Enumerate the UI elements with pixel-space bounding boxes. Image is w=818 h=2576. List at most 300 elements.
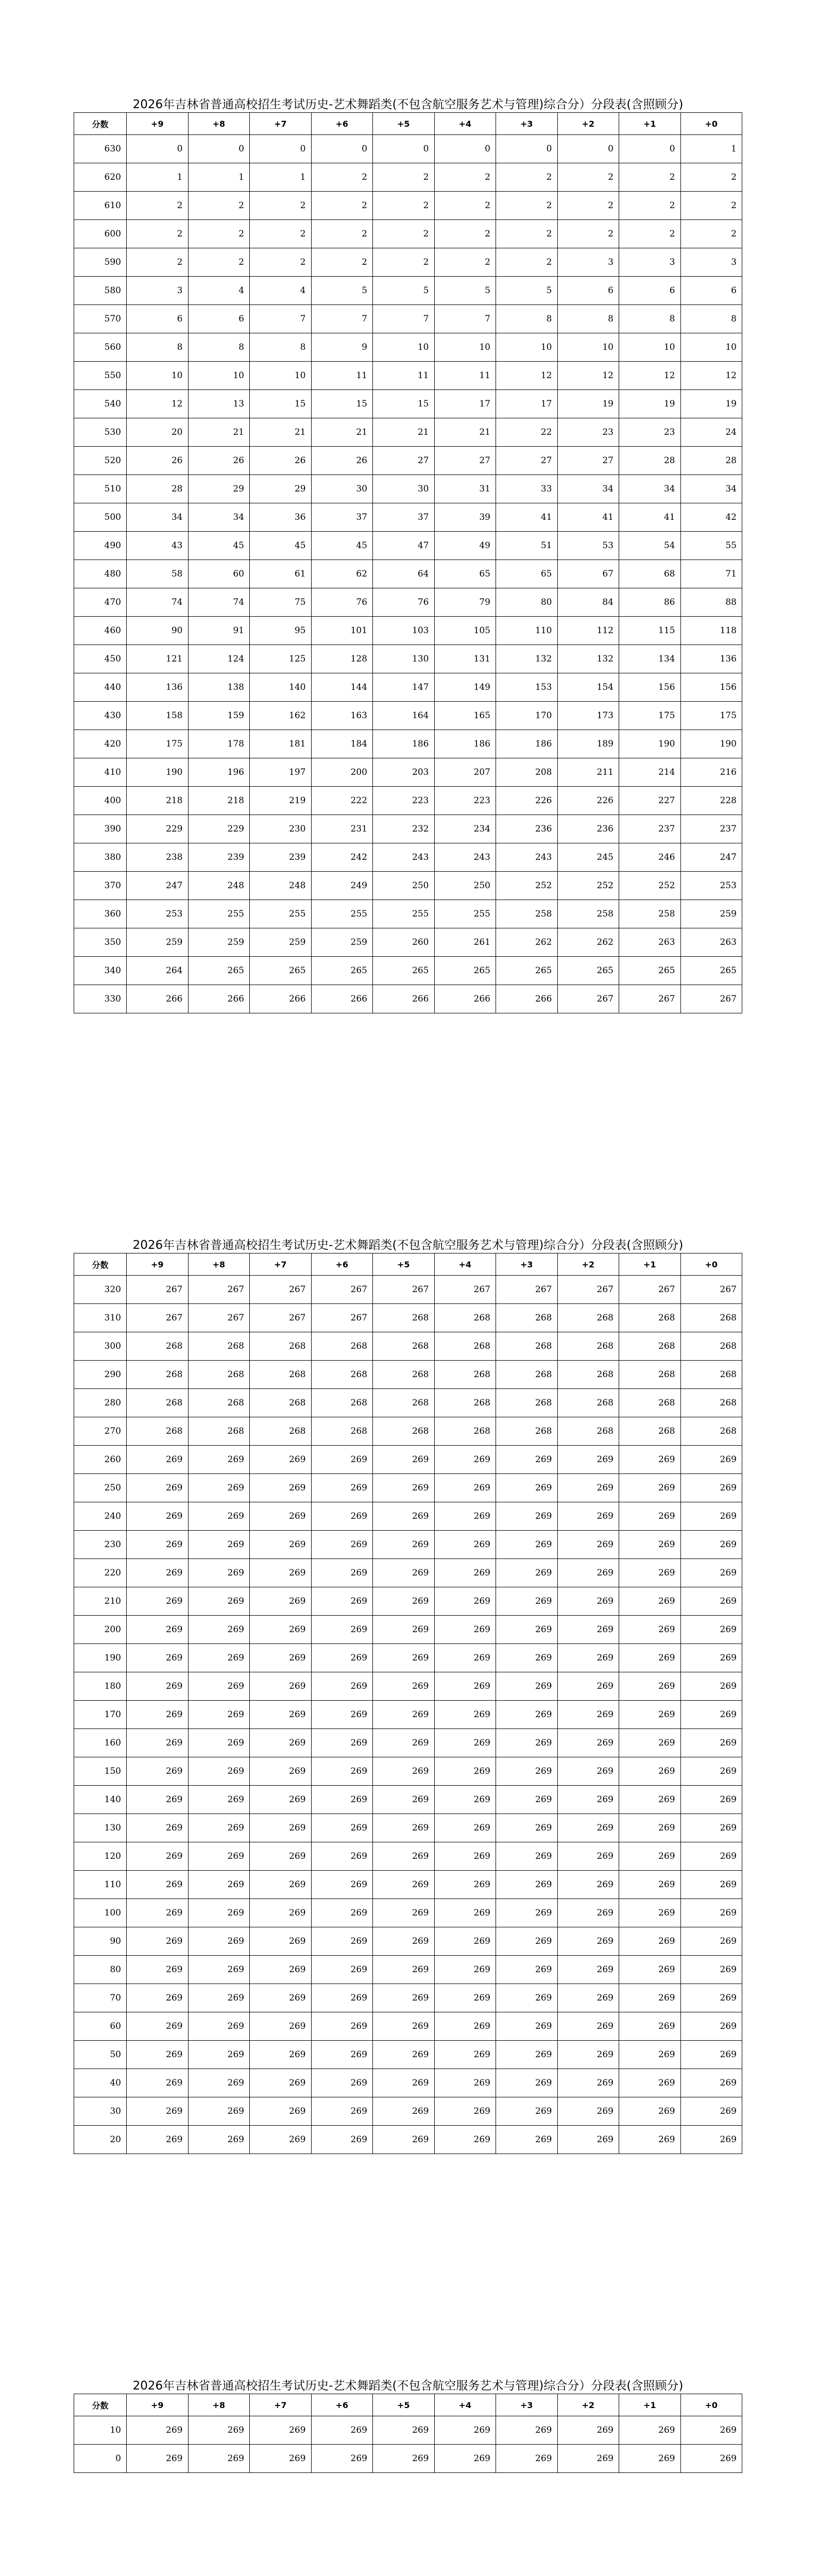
count-cell: 2 — [680, 192, 742, 220]
count-cell: 269 — [311, 2126, 373, 2154]
count-cell: 15 — [373, 390, 435, 418]
column-header-bonus: +9 — [127, 1253, 189, 1276]
count-cell: 121 — [127, 645, 189, 673]
count-cell: 140 — [250, 673, 312, 702]
count-cell: 253 — [127, 900, 189, 928]
count-cell: 269 — [557, 1587, 619, 1616]
count-cell: 5 — [311, 277, 373, 305]
count-cell: 269 — [188, 1644, 250, 1672]
table-row — [74, 702, 742, 730]
count-cell: 6 — [127, 305, 189, 333]
count-cell: 28 — [619, 447, 681, 475]
count-cell: 268 — [496, 1332, 558, 1361]
table-row — [74, 1729, 742, 1757]
count-cell: 269 — [188, 1786, 250, 1814]
count-cell: 7 — [250, 305, 312, 333]
count-cell: 19 — [619, 390, 681, 418]
count-cell: 269 — [250, 2126, 312, 2154]
count-cell: 269 — [557, 2416, 619, 2445]
count-cell: 268 — [311, 1332, 373, 1361]
count-cell: 10 — [619, 333, 681, 362]
count-cell: 268 — [373, 1389, 435, 1417]
count-cell: 34 — [557, 475, 619, 503]
table-row — [74, 1644, 742, 1672]
count-cell: 134 — [619, 645, 681, 673]
count-cell: 164 — [373, 702, 435, 730]
table-row — [74, 532, 742, 560]
table-row — [74, 645, 742, 673]
column-header-bonus: +1 — [619, 113, 681, 135]
count-cell: 4 — [188, 277, 250, 305]
count-cell: 267 — [619, 1276, 681, 1304]
count-cell: 255 — [311, 900, 373, 928]
table-row — [74, 1304, 742, 1332]
count-cell: 267 — [311, 1276, 373, 1304]
table-row — [74, 758, 742, 787]
count-cell: 10 — [680, 333, 742, 362]
score-cell: 530 — [74, 418, 127, 447]
count-cell: 17 — [496, 390, 558, 418]
column-header-bonus: +0 — [680, 113, 742, 135]
table-row — [74, 1587, 742, 1616]
count-cell: 2 — [434, 220, 496, 248]
count-cell: 60 — [188, 560, 250, 588]
count-cell: 268 — [434, 1332, 496, 1361]
count-cell: 10 — [434, 333, 496, 362]
count-cell: 238 — [127, 843, 189, 872]
count-cell: 269 — [373, 1559, 435, 1587]
count-cell: 218 — [188, 787, 250, 815]
count-cell: 269 — [311, 1502, 373, 1531]
count-cell: 269 — [557, 1927, 619, 1956]
count-cell: 24 — [680, 418, 742, 447]
column-header-bonus: +8 — [188, 1253, 250, 1276]
table-row — [74, 560, 742, 588]
count-cell: 269 — [619, 2041, 681, 2069]
count-cell: 245 — [557, 843, 619, 872]
table-row — [74, 787, 742, 815]
count-cell: 2 — [680, 220, 742, 248]
score-cell: 540 — [74, 390, 127, 418]
score-cell: 500 — [74, 503, 127, 532]
count-cell: 268 — [619, 1332, 681, 1361]
count-cell: 269 — [557, 1956, 619, 1984]
count-cell: 268 — [188, 1417, 250, 1446]
count-cell: 26 — [311, 447, 373, 475]
table-row — [74, 1984, 742, 2012]
count-cell: 200 — [311, 758, 373, 787]
count-cell: 28 — [127, 475, 189, 503]
table-row — [74, 503, 742, 532]
count-cell: 158 — [127, 702, 189, 730]
score-cell: 590 — [74, 248, 127, 277]
score-cell: 60 — [74, 2012, 127, 2041]
count-cell: 267 — [250, 1304, 312, 1332]
count-cell: 26 — [127, 447, 189, 475]
count-cell: 269 — [680, 2041, 742, 2069]
score-cell: 610 — [74, 192, 127, 220]
count-cell: 269 — [188, 1616, 250, 1644]
count-cell: 269 — [496, 1701, 558, 1729]
count-cell: 222 — [311, 787, 373, 815]
count-cell: 80 — [496, 588, 558, 617]
count-cell: 269 — [496, 1786, 558, 1814]
count-cell: 84 — [557, 588, 619, 617]
count-cell: 269 — [496, 1871, 558, 1899]
count-cell: 49 — [434, 532, 496, 560]
score-cell: 170 — [74, 1701, 127, 1729]
count-cell: 269 — [373, 1729, 435, 1757]
count-cell: 268 — [188, 1361, 250, 1389]
count-cell: 228 — [680, 787, 742, 815]
count-cell: 10 — [557, 333, 619, 362]
count-cell: 269 — [127, 2012, 189, 2041]
column-header-bonus: +6 — [311, 113, 373, 135]
count-cell: 268 — [680, 1304, 742, 1332]
count-cell: 269 — [557, 2097, 619, 2126]
count-cell: 269 — [619, 1616, 681, 1644]
count-cell: 269 — [434, 1956, 496, 1984]
count-cell: 243 — [373, 843, 435, 872]
count-cell: 20 — [127, 418, 189, 447]
count-cell: 269 — [496, 1899, 558, 1927]
score-cell: 570 — [74, 305, 127, 333]
count-cell: 269 — [311, 1757, 373, 1786]
count-cell: 269 — [311, 2012, 373, 2041]
count-cell: 269 — [496, 1842, 558, 1871]
score-cell: 150 — [74, 1757, 127, 1786]
count-cell: 19 — [557, 390, 619, 418]
count-cell: 268 — [373, 1332, 435, 1361]
count-cell: 269 — [434, 1502, 496, 1531]
count-cell: 269 — [250, 1474, 312, 1502]
count-cell: 0 — [557, 135, 619, 163]
count-cell: 269 — [373, 2445, 435, 2473]
column-header-bonus: +9 — [127, 113, 189, 135]
score-cell: 430 — [74, 702, 127, 730]
count-cell: 269 — [250, 1644, 312, 1672]
count-cell: 269 — [619, 1559, 681, 1587]
count-cell: 269 — [434, 2416, 496, 2445]
count-cell: 269 — [188, 1842, 250, 1871]
table-row — [74, 1531, 742, 1559]
count-cell: 178 — [188, 730, 250, 758]
count-cell: 115 — [619, 617, 681, 645]
count-cell: 0 — [496, 135, 558, 163]
count-cell: 269 — [680, 1587, 742, 1616]
table-row — [74, 1871, 742, 1899]
score-cell: 260 — [74, 1446, 127, 1474]
count-cell: 269 — [127, 1814, 189, 1842]
count-cell: 47 — [373, 532, 435, 560]
column-header-bonus: +5 — [373, 1253, 435, 1276]
count-cell: 269 — [434, 1814, 496, 1842]
count-cell: 269 — [496, 1474, 558, 1502]
count-cell: 269 — [373, 2126, 435, 2154]
count-cell: 265 — [619, 957, 681, 985]
count-cell: 265 — [311, 957, 373, 985]
count-cell: 147 — [373, 673, 435, 702]
count-cell: 269 — [680, 1786, 742, 1814]
count-cell: 269 — [373, 1644, 435, 1672]
score-table — [74, 112, 742, 1013]
count-cell: 54 — [619, 532, 681, 560]
count-cell: 266 — [188, 985, 250, 1013]
count-cell: 269 — [250, 1814, 312, 1842]
count-cell: 249 — [311, 872, 373, 900]
count-cell: 258 — [619, 900, 681, 928]
count-cell: 103 — [373, 617, 435, 645]
count-cell: 269 — [127, 1927, 189, 1956]
count-cell: 0 — [373, 135, 435, 163]
table-row — [74, 1956, 742, 1984]
count-cell: 2 — [557, 220, 619, 248]
count-cell: 269 — [188, 2126, 250, 2154]
count-cell: 76 — [311, 588, 373, 617]
count-cell: 2 — [311, 192, 373, 220]
count-cell: 269 — [619, 1842, 681, 1871]
count-cell: 53 — [557, 532, 619, 560]
table-header-row — [74, 113, 742, 135]
count-cell: 130 — [373, 645, 435, 673]
count-cell: 268 — [434, 1417, 496, 1446]
count-cell: 269 — [434, 1757, 496, 1786]
count-cell: 2 — [557, 192, 619, 220]
count-cell: 258 — [496, 900, 558, 928]
column-header-bonus: +4 — [434, 113, 496, 135]
score-cell: 80 — [74, 1956, 127, 1984]
count-cell: 30 — [311, 475, 373, 503]
count-cell: 27 — [373, 447, 435, 475]
score-cell: 420 — [74, 730, 127, 758]
count-cell: 266 — [373, 985, 435, 1013]
count-cell: 268 — [680, 1361, 742, 1389]
count-cell: 269 — [557, 1446, 619, 1474]
score-cell: 440 — [74, 673, 127, 702]
count-cell: 265 — [680, 957, 742, 985]
count-cell: 3 — [127, 277, 189, 305]
score-cell: 520 — [74, 447, 127, 475]
count-cell: 269 — [188, 2097, 250, 2126]
count-cell: 258 — [557, 900, 619, 928]
count-cell: 12 — [127, 390, 189, 418]
count-cell: 269 — [373, 1757, 435, 1786]
count-cell: 8 — [496, 305, 558, 333]
count-cell: 269 — [434, 1729, 496, 1757]
count-cell: 2 — [250, 220, 312, 248]
count-cell: 267 — [557, 985, 619, 1013]
count-cell: 208 — [496, 758, 558, 787]
table-row — [74, 2012, 742, 2041]
count-cell: 11 — [373, 362, 435, 390]
count-cell: 34 — [127, 503, 189, 532]
count-cell: 2 — [496, 192, 558, 220]
count-cell: 269 — [250, 1927, 312, 1956]
count-cell: 269 — [188, 1559, 250, 1587]
count-cell: 2 — [619, 192, 681, 220]
count-cell: 19 — [680, 390, 742, 418]
count-cell: 2 — [557, 163, 619, 192]
score-cell: 300 — [74, 1332, 127, 1361]
count-cell: 255 — [188, 900, 250, 928]
count-cell: 269 — [619, 1644, 681, 1672]
count-cell: 268 — [496, 1304, 558, 1332]
count-cell: 268 — [250, 1361, 312, 1389]
table-row — [74, 333, 742, 362]
count-cell: 269 — [373, 1899, 435, 1927]
count-cell: 45 — [311, 532, 373, 560]
count-cell: 269 — [680, 2097, 742, 2126]
column-header-bonus: +1 — [619, 1253, 681, 1276]
count-cell: 269 — [680, 1956, 742, 1984]
count-cell: 269 — [434, 1672, 496, 1701]
count-cell: 269 — [250, 1559, 312, 1587]
count-cell: 175 — [680, 702, 742, 730]
count-cell: 64 — [373, 560, 435, 588]
count-cell: 269 — [496, 1559, 558, 1587]
score-cell: 240 — [74, 1502, 127, 1531]
count-cell: 268 — [188, 1332, 250, 1361]
count-cell: 267 — [188, 1276, 250, 1304]
count-cell: 268 — [434, 1389, 496, 1417]
count-cell: 269 — [127, 2416, 189, 2445]
count-cell: 159 — [188, 702, 250, 730]
count-cell: 269 — [619, 2069, 681, 2097]
count-cell: 2 — [496, 220, 558, 248]
score-cell: 620 — [74, 163, 127, 192]
count-cell: 190 — [680, 730, 742, 758]
count-cell: 269 — [434, 1984, 496, 2012]
table-row — [74, 1701, 742, 1729]
score-cell: 110 — [74, 1871, 127, 1899]
count-cell: 269 — [680, 1729, 742, 1757]
count-cell: 269 — [680, 1871, 742, 1899]
count-cell: 2 — [434, 163, 496, 192]
table-row — [74, 815, 742, 843]
score-cell: 370 — [74, 872, 127, 900]
count-cell: 269 — [496, 2097, 558, 2126]
count-cell: 154 — [557, 673, 619, 702]
count-cell: 184 — [311, 730, 373, 758]
table-row — [74, 872, 742, 900]
count-cell: 262 — [496, 928, 558, 957]
count-cell: 269 — [311, 2097, 373, 2126]
column-header-bonus: +9 — [127, 2394, 189, 2416]
count-cell: 269 — [127, 1786, 189, 1814]
count-cell: 269 — [680, 1616, 742, 1644]
count-cell: 9 — [311, 333, 373, 362]
count-cell: 34 — [619, 475, 681, 503]
score-cell: 0 — [74, 2445, 127, 2473]
count-cell: 8 — [619, 305, 681, 333]
column-header-score: 分数 — [74, 1253, 127, 1276]
count-cell: 269 — [311, 1871, 373, 1899]
count-cell: 269 — [619, 1587, 681, 1616]
count-cell: 6 — [619, 277, 681, 305]
count-cell: 86 — [619, 588, 681, 617]
count-cell: 269 — [373, 1531, 435, 1559]
count-cell: 269 — [619, 2445, 681, 2473]
count-cell: 29 — [250, 475, 312, 503]
count-cell: 269 — [619, 2012, 681, 2041]
count-cell: 75 — [250, 588, 312, 617]
count-cell: 269 — [619, 1502, 681, 1531]
table-row — [74, 1927, 742, 1956]
count-cell: 269 — [127, 2069, 189, 2097]
count-cell: 28 — [680, 447, 742, 475]
count-cell: 267 — [311, 1304, 373, 1332]
count-cell: 156 — [680, 673, 742, 702]
count-cell: 8 — [127, 333, 189, 362]
table-row — [74, 843, 742, 872]
count-cell: 269 — [557, 1899, 619, 1927]
count-cell: 8 — [557, 305, 619, 333]
count-cell: 7 — [311, 305, 373, 333]
score-cell: 400 — [74, 787, 127, 815]
count-cell: 269 — [557, 1871, 619, 1899]
score-cell: 460 — [74, 617, 127, 645]
column-header-bonus: +7 — [250, 2394, 312, 2416]
count-cell: 247 — [127, 872, 189, 900]
count-cell: 269 — [188, 1587, 250, 1616]
count-cell: 268 — [311, 1361, 373, 1389]
column-header-bonus: +2 — [557, 113, 619, 135]
count-cell: 190 — [619, 730, 681, 758]
count-cell: 61 — [250, 560, 312, 588]
score-cell: 510 — [74, 475, 127, 503]
count-cell: 37 — [373, 503, 435, 532]
table-row — [74, 1361, 742, 1389]
count-cell: 0 — [250, 135, 312, 163]
count-cell: 223 — [373, 787, 435, 815]
count-cell: 12 — [680, 362, 742, 390]
count-cell: 269 — [619, 1531, 681, 1559]
count-cell: 269 — [680, 1531, 742, 1559]
count-cell: 269 — [557, 1502, 619, 1531]
column-header-score: 分数 — [74, 2394, 127, 2416]
count-cell: 132 — [496, 645, 558, 673]
count-cell: 269 — [250, 1616, 312, 1644]
count-cell: 268 — [557, 1361, 619, 1389]
score-cell: 200 — [74, 1616, 127, 1644]
count-cell: 252 — [557, 872, 619, 900]
table-row — [74, 192, 742, 220]
count-cell: 23 — [619, 418, 681, 447]
count-cell: 264 — [127, 957, 189, 985]
score-table-page-3 — [74, 2378, 742, 2473]
count-cell: 269 — [619, 1786, 681, 1814]
score-cell: 310 — [74, 1304, 127, 1332]
count-cell: 267 — [680, 985, 742, 1013]
count-cell: 268 — [127, 1361, 189, 1389]
table-row — [74, 1446, 742, 1474]
count-cell: 41 — [619, 503, 681, 532]
count-cell: 269 — [434, 1701, 496, 1729]
count-cell: 259 — [250, 928, 312, 957]
count-cell: 255 — [373, 900, 435, 928]
table-row — [74, 1389, 742, 1417]
count-cell: 262 — [557, 928, 619, 957]
count-cell: 17 — [434, 390, 496, 418]
count-cell: 125 — [250, 645, 312, 673]
table-header-row — [74, 2394, 742, 2416]
count-cell: 2 — [127, 220, 189, 248]
count-cell: 269 — [619, 1956, 681, 1984]
count-cell: 269 — [250, 2012, 312, 2041]
count-cell: 269 — [557, 1644, 619, 1672]
count-cell: 269 — [250, 1842, 312, 1871]
count-cell: 21 — [188, 418, 250, 447]
